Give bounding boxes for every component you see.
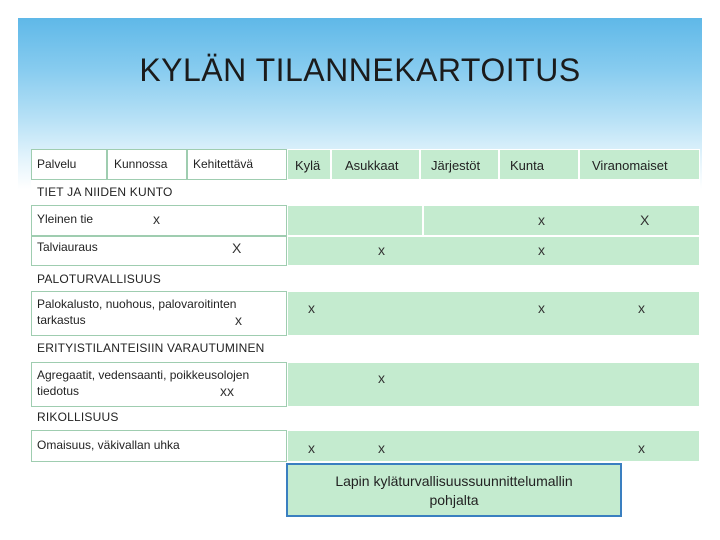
table-cell — [423, 205, 700, 236]
table-row-label-cell — [31, 291, 287, 336]
table-row-label-cell — [31, 430, 287, 462]
header-cell-palvelu — [31, 149, 107, 180]
source-line-1: Lapin kyläturvallisuussuunnittelumallin — [335, 473, 573, 489]
mark-asukkaat: x — [378, 440, 385, 456]
mark-kyla: x — [308, 300, 315, 316]
source-line-2: pohjalta — [429, 492, 479, 508]
header-cell-kunnossa — [107, 149, 187, 180]
header-cell-kyla — [287, 149, 331, 180]
mark-asukkaat: x — [378, 370, 385, 386]
table-row-label-cell — [31, 236, 287, 266]
table-cell — [287, 291, 700, 336]
row-label-talviauraus: Talviauraus — [37, 240, 98, 254]
mark-viranomaiset: x — [638, 300, 645, 316]
header-kunnossa: Kunnossa — [114, 157, 168, 171]
mark-kehitettava: X — [232, 240, 242, 256]
header-jarjestot: Järjestöt — [431, 158, 481, 173]
table-row-label-cell — [31, 205, 287, 236]
source-note — [286, 463, 622, 517]
mark-kunta: x — [538, 300, 545, 316]
table-cell — [287, 236, 700, 266]
section-label-roads: TIET JA NIIDEN KUNTO — [37, 185, 173, 199]
section-label-special: ERITYISTILANTEISIIN VARAUTUMINEN — [37, 341, 265, 355]
header-cell-jarjestot — [420, 149, 499, 180]
row-label-palokalusto-line2: tarkastus — [37, 313, 86, 327]
row-label-agregaatit-line1: Agregaatit, vedensaanti, poikkeusolojen — [37, 368, 250, 382]
header-cell-asukkaat — [331, 149, 420, 180]
row-label-omaisuus: Omaisuus, väkivallan uhka — [37, 438, 180, 452]
header-kunta: Kunta — [510, 158, 544, 173]
header-kyla: Kylä — [295, 158, 321, 173]
table-cell — [287, 362, 700, 407]
section-label-fire: PALOTURVALLISUUS — [37, 272, 161, 286]
mark-kyla: x — [308, 440, 315, 456]
mark-inline: xx — [220, 383, 234, 399]
table-cell — [287, 205, 423, 236]
mark-kunnossa: x — [153, 211, 160, 227]
row-label-yleinen-tie: Yleinen tie — [37, 212, 94, 226]
section-row-crime — [31, 407, 700, 430]
table-row-label-cell — [31, 362, 287, 407]
section-row-special — [31, 336, 700, 362]
table-cell — [287, 430, 700, 462]
mark-asukkaat: x — [378, 242, 385, 258]
mark-inline: x — [235, 312, 242, 328]
header-viranomaiset: Viranomaiset — [592, 158, 668, 173]
mark-kunta: x — [538, 212, 545, 228]
header-cell-viranomaiset — [579, 149, 700, 180]
section-label-crime: RIKOLLISUUS — [37, 410, 119, 424]
header-kehitettava: Kehitettävä — [193, 157, 254, 171]
mark-kunta: x — [538, 242, 545, 258]
header-cell-kunta — [499, 149, 579, 180]
survey-table — [31, 149, 700, 462]
section-row-fire — [31, 266, 700, 291]
row-label-agregaatit-line2: tiedotus — [37, 384, 80, 398]
row-label-palokalusto-line1: Palokalusto, nuohous, palovaroitinten — [37, 297, 237, 311]
header-asukkaat: Asukkaat — [345, 158, 399, 173]
mark-viranomaiset: x — [638, 440, 645, 456]
page-title: KYLÄN TILANNEKARTOITUS — [139, 52, 581, 88]
section-row-roads — [31, 180, 700, 205]
header-palvelu: Palvelu — [37, 157, 77, 171]
header-cell-kehitettava — [187, 149, 287, 180]
mark-viranomaiset: X — [640, 212, 650, 228]
